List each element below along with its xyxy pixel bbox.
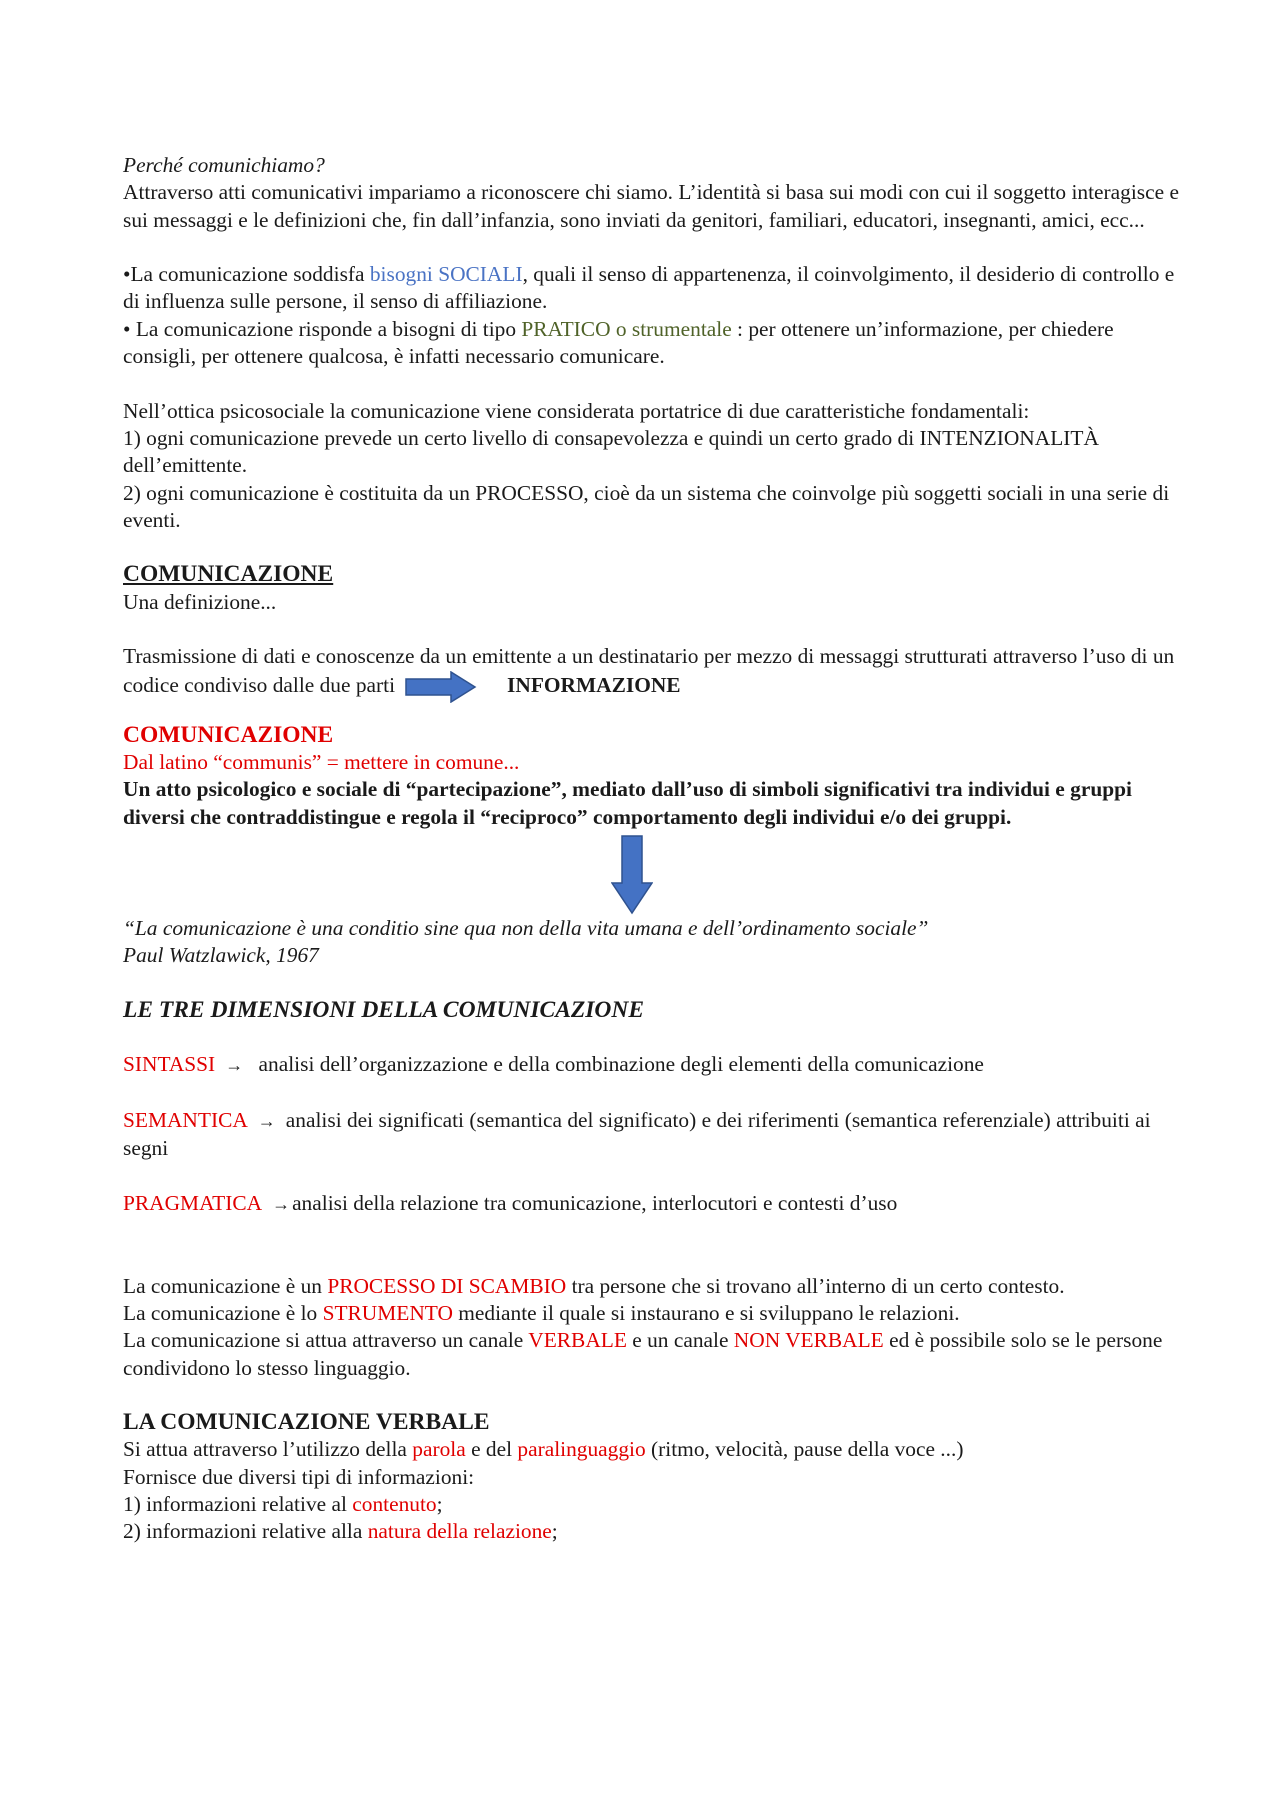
verbal-line-2: Fornisce due diversi tipi di informazioni:	[123, 1464, 475, 1489]
verbal-heading: LA COMUNICAZIONE VERBALE	[123, 1409, 490, 1436]
process-paragraph-3	[123, 1327, 1183, 1382]
verbal-l3-prefix: 1) informazioni relative al	[123, 1492, 353, 1517]
process-p3-suffix: ed è possibile solo se le persone condividono lo stesso linguaggio.	[123, 1328, 1163, 1380]
etymology-origin: Dal latino “communis” = mettere in comune...	[123, 749, 520, 774]
etymology-heading: COMUNICAZIONE	[123, 721, 334, 748]
verbal-l3-suffix: ;	[436, 1492, 443, 1517]
right-arrow-icon: →	[257, 1110, 276, 1131]
document-page	[123, 152, 1183, 1546]
definition-subheading: Una definizione...	[123, 589, 277, 614]
verbal-l1-middle: e del	[465, 1437, 518, 1462]
verbal-l1-prefix: Si attua attraverso l’utilizzo della	[123, 1437, 413, 1462]
process-p3-prefix: La comunicazione si attua attraverso un canale	[123, 1328, 529, 1353]
verbal-line-3	[123, 1491, 1183, 1518]
psychosocial-point-2: 2) ogni comunicazione è costituita da un PROCESSO, cioè da un sistema che coinvolge più soggetti sociali in una serie di eventi.	[123, 480, 1170, 532]
etymology-definition: Un atto psicologico e sociale di “partecipazione”, mediato dall’uso di simboli significativi tra individui e gruppi diversi che contraddistingue e regola il “reciproco” comportamento degli individui e/o dei gruppi.	[123, 777, 1132, 829]
psychosocial-point-1: 1) ogni comunicazione prevede un certo livello di consapevolezza e quindi un certo grado di INTENZIONALITÀ dell’emittente.	[123, 425, 1099, 478]
dimension-syntax	[123, 1051, 1183, 1079]
dimension-desc: analisi dei significati (semantica del significato) e dei riferimenti (semantica referenziale) attribuiti ai segni	[123, 1107, 1151, 1161]
verbal-l1-word-paralinguaggio: paralinguaggio	[517, 1437, 646, 1462]
process-p2-prefix: La comunicazione è lo	[123, 1300, 323, 1325]
arrow-right-icon	[405, 671, 477, 703]
social-prefix: •La comunicazione soddisfa	[123, 262, 370, 287]
definition-result: INFORMAZIONE	[507, 672, 681, 697]
verbal-l1-word-parola: parola	[412, 1437, 466, 1462]
psychosocial-lead: Nell’ottica psicosociale la comunicazione viene considerata portatrice di due caratteristiche fondamentali:	[123, 398, 1030, 423]
verbal-l1-suffix: (ritmo, velocità, pause della voce ...)	[645, 1437, 964, 1462]
dimension-term: SEMANTICA	[123, 1107, 248, 1132]
process-p3-middle: e un canale	[626, 1328, 734, 1353]
dimension-term: SINTASSI	[123, 1052, 216, 1077]
dimension-pragmatics	[123, 1190, 1183, 1218]
practical-suffix: : per ottenere un’informazione, per chiedere consigli, per ottenere qualcosa, è infatti necessario comunicare.	[123, 316, 1114, 369]
arrow-down-icon	[611, 835, 653, 915]
dimensions-heading: LE TRE DIMENSIONI DELLA COMUNICAZIONE	[123, 996, 645, 1023]
right-arrow-icon: →	[272, 1193, 291, 1214]
dimension-term: PRAGMATICA	[123, 1190, 263, 1215]
practical-highlight: PRATICO o strumentale	[521, 316, 732, 341]
right-arrow-icon: →	[225, 1055, 244, 1076]
quote-author: Paul Watzlawick, 1967	[123, 943, 319, 968]
process-paragraph-2	[123, 1300, 1183, 1327]
social-needs-paragraph	[123, 261, 1183, 316]
process-p2-suffix: mediante il quale si instaurano e si sviluppano le relazioni.	[452, 1300, 960, 1325]
verbal-l3-word: contenuto	[352, 1492, 437, 1517]
definition-body: Trasmissione di dati e conoscenze da un emittente a un destinatario per mezzo di messaggi strutturati attraverso l’uso di un codice condiviso dalle due parti	[123, 644, 1175, 697]
process-p1-highlight: PROCESSO DI SCAMBIO	[327, 1273, 567, 1298]
process-p3-highlight-nonverbal: NON VERBALE	[733, 1328, 884, 1353]
practical-prefix: • La comunicazione risponde a bisogni di tipo	[123, 316, 522, 341]
verbal-line-4	[123, 1518, 1183, 1545]
process-p1-suffix: tra persone che si trovano all’interno di un certo contesto.	[566, 1273, 1065, 1298]
process-p1-prefix: La comunicazione è un	[123, 1273, 328, 1298]
dimension-semantics	[123, 1107, 1183, 1163]
dimension-desc: analisi dell’organizzazione e della combinazione degli elementi della comunicazione	[258, 1052, 984, 1077]
practical-needs-paragraph	[123, 316, 1183, 371]
verbal-l4-prefix: 2) informazioni relative alla	[123, 1519, 368, 1544]
process-p2-highlight: STRUMENTO	[322, 1300, 453, 1325]
verbal-l4-word: natura della relazione	[367, 1519, 552, 1544]
social-highlight: bisogni SOCIALI	[369, 262, 523, 287]
verbal-l4-suffix: ;	[551, 1519, 558, 1544]
intro-paragraph: Attraverso atti comunicativi impariamo a riconoscere chi siamo. L’identità si basa sui modi con cui il soggetto interagisce e sui messaggi e le definizioni che, fin dall’infanzia, sono inviati da genitori, familiari, educatori, insegnanti, amici, ecc...	[123, 180, 1179, 232]
verbal-line-1	[123, 1436, 1183, 1463]
definition-text	[123, 643, 1183, 702]
intro-title: Perché comunichiamo?	[123, 153, 325, 177]
definition-heading: COMUNICAZIONE	[123, 561, 334, 588]
dimension-desc: analisi della relazione tra comunicazione, interlocutori e contesti d’uso	[292, 1190, 898, 1215]
social-suffix: , quali il senso di appartenenza, il coinvolgimento, il desiderio di controllo e di influenza sulle persone, il senso di affiliazione.	[123, 262, 1175, 314]
process-p3-highlight-verbal: VERBALE	[528, 1328, 627, 1353]
process-paragraph-1	[123, 1273, 1183, 1300]
quote-text: “La comunicazione è una conditio sine qua non della vita umana e dell’ordinamento sociale”	[123, 915, 929, 940]
